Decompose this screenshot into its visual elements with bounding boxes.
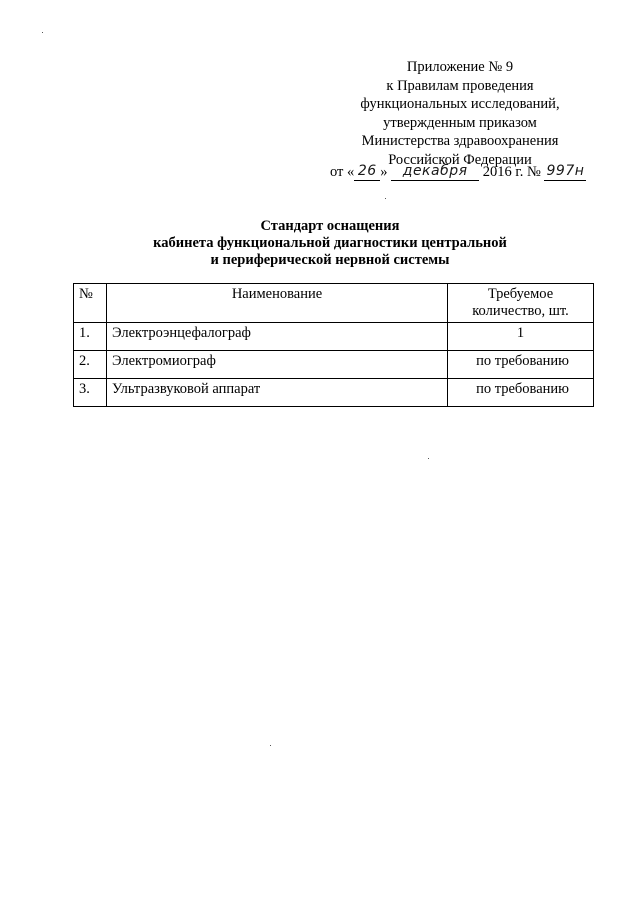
table-row (74, 351, 594, 379)
header-line-studies: функциональных исследований, (360, 96, 560, 112)
title-line-3: и периферической нервной системы (210, 252, 450, 268)
title-line-1: Стандарт оснащения (260, 218, 400, 234)
header-line-rules: к Правилам проведения (386, 77, 534, 94)
row-num: 3. (74, 379, 107, 407)
date-prefix: от « (330, 164, 355, 180)
row-num: 1. (74, 323, 107, 351)
date-month: декабря (391, 163, 479, 181)
date-mid: » (380, 164, 388, 180)
table-row (74, 379, 594, 407)
header-line-approved: утвержденным приказом (383, 114, 537, 131)
header-line-ministry: Министерства здравоохранения (361, 133, 559, 149)
row-num: 2. (74, 351, 107, 379)
equipment-table (73, 283, 594, 407)
header-line-federation: Российской Федерации (388, 151, 532, 168)
appendix-header (300, 58, 620, 169)
header-qty-line-1: Требуемое (487, 286, 554, 302)
row-qty: по требованию (448, 379, 594, 407)
header-num: № (74, 284, 107, 323)
order-date-line (330, 163, 610, 181)
table-header-row (74, 284, 594, 323)
table-row (74, 323, 594, 351)
row-name: Электроэнцефалограф (107, 323, 448, 351)
order-number: 997н (544, 163, 586, 181)
header-name: Наименование (107, 284, 448, 323)
title-line-2: кабинета функциональной диагностики центральной (153, 235, 507, 251)
row-qty: по требованию (448, 351, 594, 379)
scan-speck (42, 32, 43, 33)
scan-speck (270, 745, 271, 746)
row-name: Электромиограф (107, 351, 448, 379)
row-name: Ультразвуковой аппарат (107, 379, 448, 407)
header-line-appendix: Приложение № 9 (406, 59, 514, 75)
date-day: 26 (354, 163, 380, 181)
date-year: 2016 г. № (482, 164, 541, 180)
document-title (100, 218, 560, 269)
row-qty: 1 (448, 323, 594, 351)
header-qty-line-2: количество, шт. (472, 303, 569, 319)
scan-speck (385, 198, 386, 199)
header-qty (448, 284, 594, 323)
scan-speck (428, 458, 429, 459)
